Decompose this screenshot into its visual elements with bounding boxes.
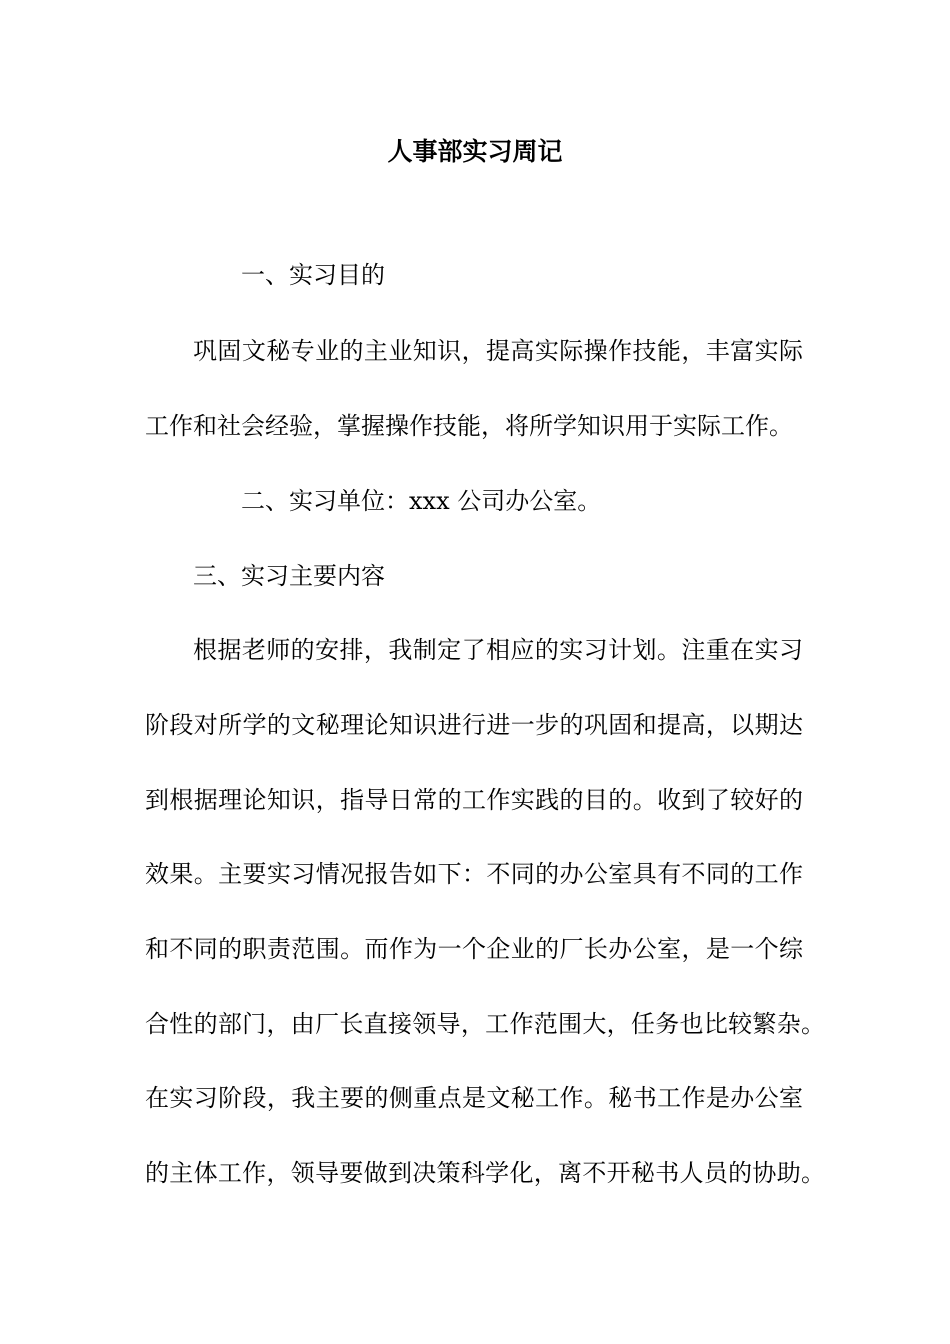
paragraph-line: 工作和社会经验，掌握操作技能，将所学知识用于实际工作。	[145, 412, 793, 440]
paragraph-line: 和不同的职责范围。而作为一个企业的厂长办公室，是一个综	[145, 935, 803, 963]
paragraph-line: 效果。主要实习情况报告如下：不同的办公室具有不同的工作	[145, 860, 803, 888]
paragraph-line: 在实习阶段，我主要的侧重点是文秘工作。秘书工作是办公室	[145, 1084, 803, 1112]
paragraph-line: 到根据理论知识，指导日常的工作实践的目的。收到了较好的	[145, 786, 803, 814]
document-title: 人事部实习周记	[387, 137, 563, 166]
paragraph-line: 根据老师的安排，我制定了相应的实习计划。注重在实习	[193, 636, 803, 664]
paragraph-line: 的主体工作，领导要做到决策科学化，离不开秘书人员的协助。	[145, 1159, 825, 1187]
paragraph-line: 阶段对所学的文秘理论知识进行进一步的巩固和提高，以期达	[145, 711, 803, 739]
paragraph-line: 合性的部门，由厂长直接领导，工作范围大，任务也比较繁杂。	[145, 1010, 825, 1038]
heading-unit: 二、实习单位：xxx 公司办公室。	[241, 487, 602, 515]
heading-purpose: 一、实习目的	[241, 261, 385, 289]
heading-content: 三、实习主要内容	[193, 562, 385, 590]
paragraph-line: 巩固文秘专业的主业知识，提高实际操作技能，丰富实际	[193, 337, 803, 365]
